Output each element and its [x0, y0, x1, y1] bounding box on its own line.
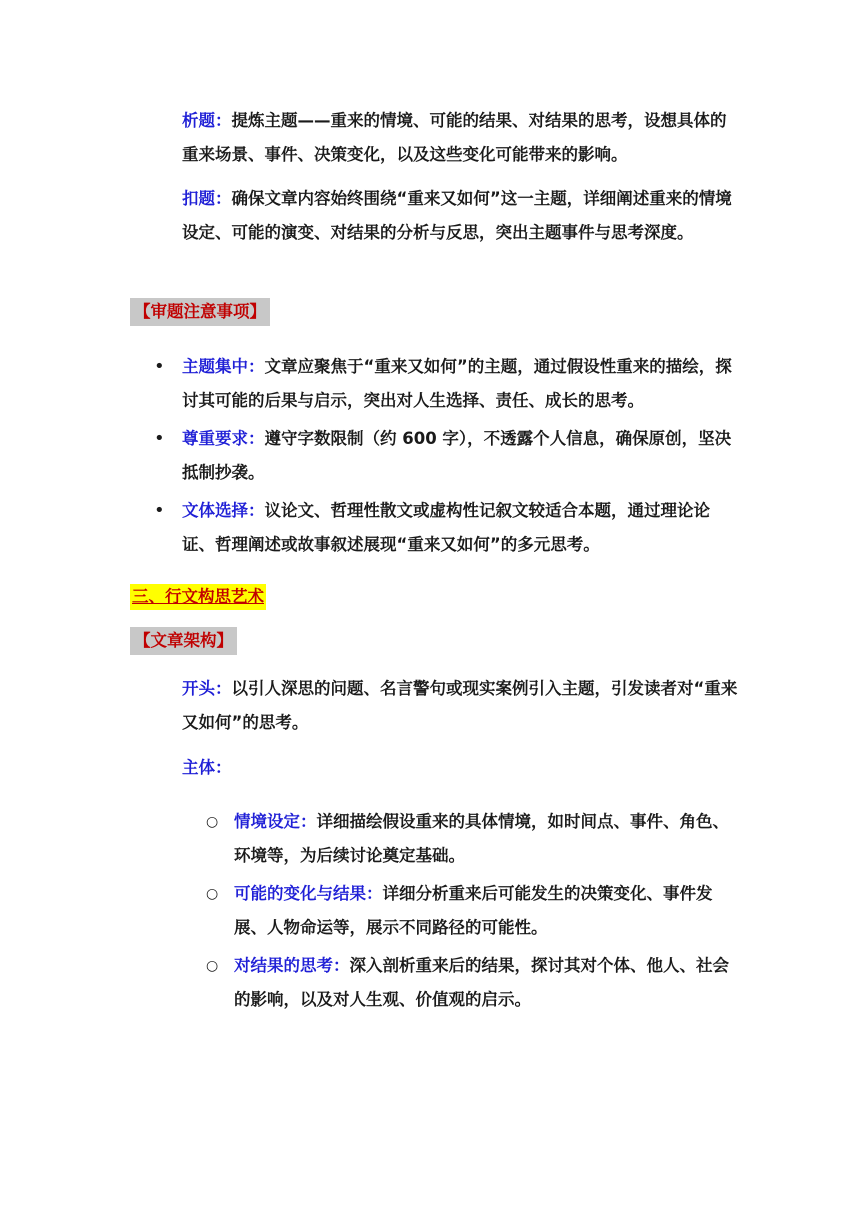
- list-item: [206, 877, 742, 945]
- note-text: 遵守字数限制（约 600 字），不透露个人信息，确保原创，坚决抵制抄袭。: [182, 429, 732, 482]
- body-list: [206, 805, 742, 1021]
- note-text: 文章应聚焦于“重来又如何”的主题，通过假设性重来的描绘，探讨其可能的后果与启示，突出对人生选择、责任、成长的思考。: [182, 357, 732, 410]
- list-item: [206, 949, 742, 1017]
- bullet-circle-icon: ○: [206, 886, 219, 902]
- notes-tag: 【审题注意事项】: [130, 298, 270, 326]
- body-item-text: 深入剖析重来后的结果，探讨其对个体、他人、社会的影响，以及对人生观、价值观的启示。: [234, 956, 729, 1009]
- body-item-text: 详细分析重来后可能发生的决策变化、事件发展、人物命运等，展示不同路径的可能性。: [234, 884, 713, 937]
- kouti-paragraph: [182, 182, 742, 250]
- note-text: 议论文、哲理性散文或虚构性记叙文较适合本题，通过理论论证、哲理阐述或故事叙述展现“重来又如何”的多元思考。: [182, 501, 710, 554]
- note-term: 尊重要求：: [182, 429, 265, 448]
- xiti-paragraph: [182, 104, 742, 172]
- structure-tag: 【文章架构】: [130, 627, 237, 655]
- xiti-text: 提炼主题——重来的情境、可能的结果、对结果的思考，设想具体的重来场景、事件、决策变化，以及这些变化可能带来的影响。: [182, 111, 727, 164]
- xiti-term: 析题：: [182, 111, 232, 130]
- bullet-circle-icon: ○: [206, 958, 219, 974]
- list-item: [206, 805, 742, 873]
- kouti-text: 确保文章内容始终围绕“重来又如何”这一主题，详细阐述重来的情境设定、可能的演变、对结果的分析与反思，突出主题事件与思考深度。: [182, 189, 732, 242]
- body-item-term: 对结果的思考：: [234, 956, 350, 975]
- opening-paragraph: [182, 672, 742, 740]
- body-heading: [182, 751, 742, 785]
- body-item-term: 可能的变化与结果：: [234, 884, 383, 903]
- list-item: [154, 422, 742, 490]
- notes-list: [154, 350, 742, 566]
- section-title: 三、行文构思艺术: [130, 584, 266, 610]
- note-term: 文体选择：: [182, 501, 265, 520]
- opening-text: 以引人深思的问题、名言警句或现实案例引入主题，引发读者对“重来又如何”的思考。: [182, 679, 738, 732]
- bullet-dot-icon: •: [154, 428, 165, 449]
- bullet-dot-icon: •: [154, 356, 165, 377]
- opening-term: 开头：: [182, 679, 232, 698]
- body-item-text: 详细描绘假设重来的具体情境，如时间点、事件、角色、环境等，为后续讨论奠定基础。: [234, 812, 729, 865]
- list-item: [154, 494, 742, 562]
- kouti-term: 扣题：: [182, 189, 232, 208]
- bullet-circle-icon: ○: [206, 814, 219, 830]
- bullet-dot-icon: •: [154, 500, 165, 521]
- body-term: 主体：: [182, 758, 232, 777]
- body-item-term: 情境设定：: [234, 812, 317, 831]
- list-item: [154, 350, 742, 418]
- note-term: 主题集中：: [182, 357, 265, 376]
